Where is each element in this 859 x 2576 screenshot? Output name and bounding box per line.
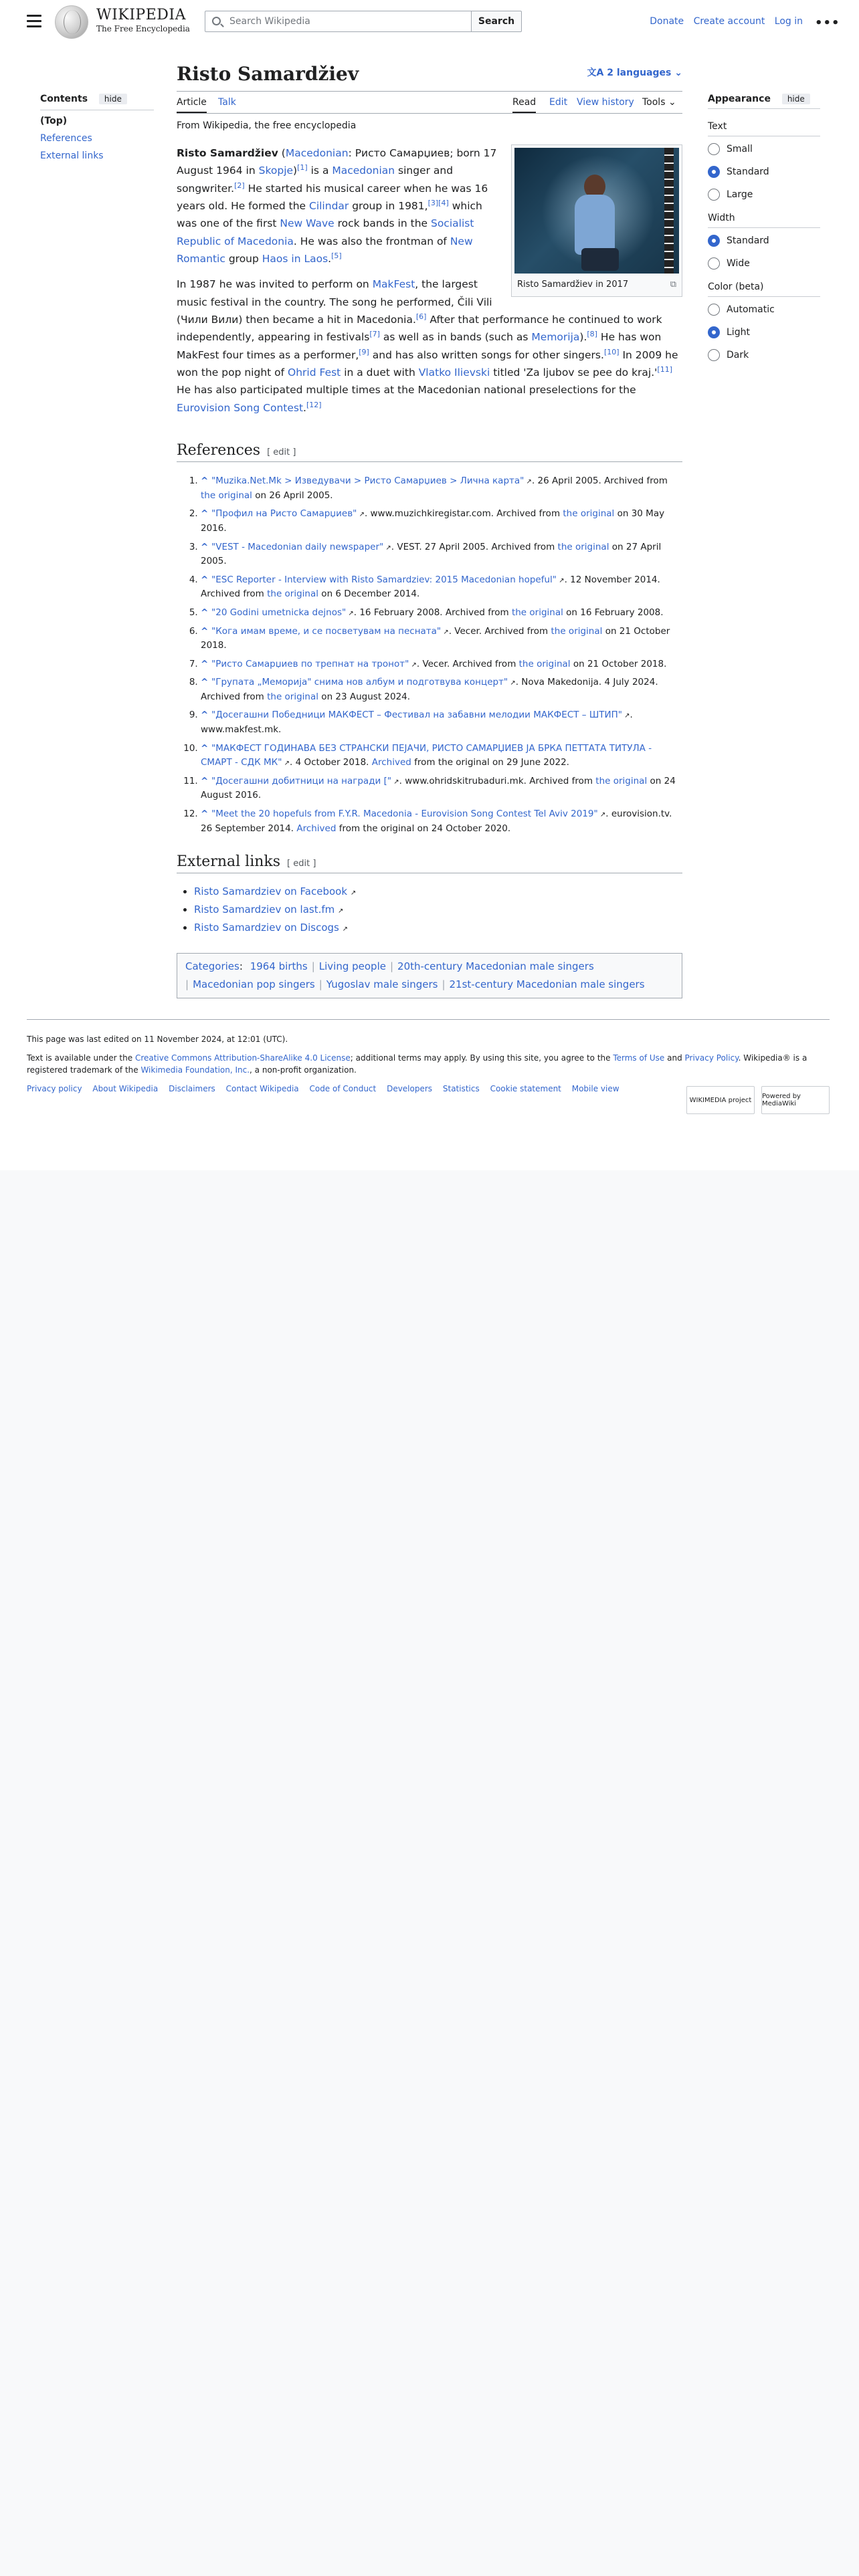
- category-link[interactable]: Macedonian pop singers: [193, 978, 315, 991]
- link-new-romantic[interactable]: New Romantic: [177, 235, 473, 265]
- language-count: 2 languages: [607, 68, 672, 78]
- chevron-down-icon: ⌄: [674, 68, 682, 78]
- link-ohrid-fest[interactable]: Ohrid Fest: [288, 366, 341, 379]
- license-text: [27, 1052, 830, 1076]
- footer-link-about[interactable]: About Wikipedia: [92, 1084, 159, 1093]
- ref-2[interactable]: [2]: [234, 181, 245, 190]
- text-size-section: [708, 121, 820, 201]
- reference-title-link[interactable]: "Групата „Меморија" снима нов албум и подготвува концерт": [211, 677, 508, 688]
- text: , a non-profit organization.: [250, 1065, 357, 1075]
- external-link-icon: ↗: [391, 778, 399, 786]
- reference-text: on 21 October 2018.: [201, 625, 670, 651]
- link-sr-macedonia[interactable]: Socialist Republic of Macedonia: [177, 217, 474, 247]
- tab-article[interactable]: Article: [177, 97, 207, 113]
- link-new-wave[interactable]: New Wave: [280, 217, 335, 230]
- option-label: Wide: [727, 258, 750, 269]
- wikimedia-project-badge[interactable]: WIKIMEDIA project: [686, 1086, 755, 1114]
- external-link-icon: ↗: [342, 926, 349, 934]
- language-button[interactable]: [587, 66, 682, 79]
- category-link[interactable]: 1964 births: [250, 960, 308, 973]
- backlink-caret[interactable]: ^: [201, 742, 212, 754]
- ref-12[interactable]: [12]: [306, 400, 322, 409]
- width-section: [708, 213, 820, 270]
- backlink-caret[interactable]: ^: [201, 475, 212, 487]
- terms-link[interactable]: Terms of Use: [613, 1053, 665, 1063]
- reference-title-link[interactable]: "Профил на Ристо Самарџиев": [211, 508, 357, 520]
- edit-external-links-link[interactable]: [ edit ]: [287, 859, 316, 869]
- table-of-contents: [40, 94, 154, 168]
- color-option-automatic[interactable]: [708, 304, 820, 316]
- option-label: Dark: [727, 350, 749, 360]
- category-link[interactable]: Living people: [318, 960, 386, 973]
- header: [0, 0, 859, 44]
- singer-photo[interactable]: [514, 148, 679, 274]
- ref-10[interactable]: [10]: [603, 347, 619, 356]
- text-option-large[interactable]: [708, 189, 820, 201]
- archive-link[interactable]: Archived: [296, 823, 337, 834]
- toc-item-top[interactable]: (Top): [40, 116, 68, 126]
- text-size-label: Text: [708, 121, 727, 132]
- footer-link-privacy-policy[interactable]: Privacy policy: [27, 1084, 82, 1093]
- external-link-facebook[interactable]: Risto Samardziev on Facebook: [194, 885, 348, 898]
- tab-view-history[interactable]: View history: [577, 97, 634, 108]
- divider: [708, 227, 820, 228]
- text: Text is available under the: [27, 1053, 135, 1063]
- subject-name: Risto Samardžiev: [177, 147, 278, 159]
- reference-text: on 16 February 2008.: [563, 607, 664, 618]
- reference-text: on 21 October 2018.: [570, 658, 667, 669]
- tools-label: Tools: [642, 97, 666, 108]
- external-link-icon: ↗: [357, 511, 365, 519]
- lead-paragraph: Risto Samardžiev (Macedonian: Ристо Самарџиев; born 17 August 1964 in Skopje)[1] is a Macedonian singer and songwriter.[2] He started his musical career when he was 16 years old. He formed the Cilindar group in 1981,[3][4] which was one of the first New Wave rock bands in the Socialist Republic of Macedonia. He was also the frontman of New Romantic group Haos in Laos.[5]: [177, 147, 497, 265]
- appearance-panel: [708, 94, 820, 372]
- ref-8[interactable]: [8]: [587, 330, 597, 339]
- reference-text: on 6 December 2014.: [318, 588, 420, 600]
- category-link[interactable]: 20th-century Macedonian male singers: [397, 960, 594, 973]
- divider: [708, 296, 820, 297]
- text: ; additional terms may apply. By using this site, you agree to the: [350, 1053, 613, 1063]
- reference-title-link[interactable]: "Досегашни Победници МАКФЕСТ – Фестивал на забавни мелодии МАКФЕСТ – ШТИП": [211, 710, 622, 721]
- toc-link-external-links[interactable]: External links: [40, 150, 104, 161]
- main-menu-icon[interactable]: [27, 15, 41, 27]
- text: . Wikipedia® is a registered trademark of the: [27, 1053, 807, 1075]
- color-option-dark[interactable]: [708, 349, 820, 361]
- radio-button[interactable]: [708, 349, 720, 361]
- list-item: [194, 901, 682, 919]
- reference-text: . Nova Makedonija. 4 July 2024. Archived from: [201, 677, 658, 702]
- text: He has also participated multiple times at the Macedonian national preselections for the: [177, 384, 636, 397]
- text: is a: [307, 165, 332, 177]
- text: ).: [579, 331, 587, 344]
- text: . He was also the frontman of: [293, 235, 450, 247]
- color-label: Color (beta): [708, 282, 764, 292]
- archive-link[interactable]: the original: [267, 588, 319, 600]
- license-link[interactable]: Creative Commons Attribution-ShareAlike 4.0 License: [134, 1053, 351, 1063]
- reference-item: [201, 675, 682, 704]
- option-label: Small: [727, 144, 753, 154]
- article-body: [177, 144, 682, 425]
- text-option-small[interactable]: [708, 143, 820, 155]
- reference-text: on 24 August 2016.: [201, 775, 676, 801]
- link-vlatko-ilievski[interactable]: Vlatko Ilievski: [418, 366, 490, 379]
- text: in a duet with: [341, 366, 419, 379]
- text: , the largest music festival in the country. The song he performed, Čili Vili (Чили Вили) then became a hit in Macedonia.: [177, 278, 492, 326]
- reference-text: on 30 May 2016.: [201, 508, 665, 534]
- external-link-icon: ↗: [282, 760, 290, 768]
- reference-text: . eurovision.tv. 26 September 2014.: [201, 809, 672, 834]
- external-links-title: External links: [177, 853, 281, 871]
- archive-link[interactable]: the original: [511, 607, 563, 618]
- reference-title-link[interactable]: "20 Godini umetnicka dejnos": [211, 607, 347, 618]
- reference-text: . Vecer. Archived from: [416, 658, 519, 669]
- text: In 2009 he won the pop night of: [177, 348, 678, 379]
- external-link-icon: ↗: [557, 576, 565, 584]
- appearance-hide-button[interactable]: hide: [782, 94, 810, 104]
- foundation-link[interactable]: Wikimedia Foundation, Inc.: [140, 1065, 250, 1075]
- archive-link[interactable]: the original: [563, 508, 615, 520]
- link-memorija[interactable]: Memorija: [531, 331, 580, 344]
- radio-button-selected[interactable]: [708, 235, 720, 247]
- toc-item-external-links[interactable]: [40, 150, 154, 161]
- toc-item-references[interactable]: [40, 133, 154, 144]
- toc-link-references[interactable]: References: [40, 133, 92, 144]
- backlink-caret[interactable]: ^: [201, 710, 212, 721]
- archive-link[interactable]: Archived: [371, 757, 411, 768]
- appearance-divider: [708, 108, 820, 109]
- text: titled 'Za ljubov se pee do kraj.': [490, 366, 658, 379]
- reference-text: . 16 February 2008. Archived from: [353, 607, 512, 618]
- link-skopje[interactable]: Skopje: [258, 165, 294, 177]
- external-link-icon: ↗: [622, 712, 630, 720]
- tab-talk[interactable]: Talk: [218, 97, 236, 108]
- reference-item: [201, 540, 682, 569]
- list-item: [194, 919, 682, 937]
- powered-by-mediawiki-badge[interactable]: Powered by MediaWiki: [761, 1086, 830, 1114]
- text: In 1987 he was invited to perform on: [177, 278, 373, 291]
- enlarge-icon[interactable]: ⧉: [670, 280, 676, 290]
- tools-menu[interactable]: [642, 97, 676, 108]
- option-label: Standard: [727, 167, 769, 177]
- reference-title-link[interactable]: "Кога имам време, и се посветувам на песната": [211, 625, 442, 637]
- ref-1[interactable]: [1]: [297, 163, 308, 173]
- radio-button-selected[interactable]: [708, 326, 720, 338]
- reference-title-link[interactable]: "ESC Reporter - Interview with Risto Samardziev: 2015 Macedonian hopeful": [211, 574, 557, 585]
- reference-text: . www.ohridskitrubaduri.mk. Archived from: [399, 775, 596, 786]
- text: After that performance he continued to work independently, appearing in festivals: [177, 314, 662, 344]
- external-link-icon: ↗: [597, 811, 606, 819]
- toc-title: Contents: [40, 94, 88, 104]
- text: rock bands in the: [334, 217, 431, 230]
- login-link[interactable]: Log in: [774, 16, 803, 27]
- tabs-divider: [177, 113, 682, 114]
- category-link[interactable]: Yugoslav male singers: [326, 978, 438, 991]
- backlink-caret[interactable]: ^: [201, 508, 212, 520]
- external-link-icon: ↗: [383, 544, 391, 552]
- text: He has won MakFest four times as a performer,: [177, 331, 662, 361]
- link-haos-in-laos[interactable]: Haos in Laos: [262, 253, 328, 265]
- radio-button-selected[interactable]: [708, 166, 720, 178]
- reference-title-link[interactable]: "Досегашни добитници на награди [": [211, 775, 392, 786]
- reference-text: from the original on 24 October 2020.: [336, 823, 511, 834]
- infobox-image: [511, 144, 682, 297]
- width-option-wide[interactable]: [708, 257, 820, 270]
- image-caption: [514, 274, 679, 294]
- reference-item: [201, 657, 682, 672]
- backlink-caret[interactable]: ^: [201, 809, 212, 820]
- ref-11[interactable]: [11]: [657, 364, 673, 374]
- create-account-link[interactable]: Create account: [693, 16, 765, 27]
- reference-title-link[interactable]: "МАКФЕСТ ГОДИНАВА БЕЗ СТРАНСКИ ПЕЈАЧИ, РИСТО САМАРЏИЕВ ЈА БРКА ПЕТТАТА ТИТУЛА - СМАРТ - СДК МК": [201, 742, 652, 768]
- logo-wordmark[interactable]: WIKIPEDIA: [96, 7, 187, 23]
- search-icon: [212, 17, 221, 25]
- search-input[interactable]: [228, 14, 462, 29]
- ref-6[interactable]: [6]: [415, 312, 427, 321]
- width-label: Width: [708, 213, 735, 223]
- translate-icon: 文A: [587, 68, 607, 78]
- text: group: [225, 253, 262, 265]
- category-link[interactable]: 21st-century Macedonian male singers: [449, 978, 645, 991]
- option-label: Large: [727, 189, 753, 200]
- search-button[interactable]: Search: [471, 11, 522, 32]
- external-link-icon: ↗: [441, 628, 449, 636]
- reference-item: [201, 625, 682, 653]
- ref-3-4[interactable]: [3][4]: [427, 198, 449, 207]
- reference-title-link[interactable]: "VEST - Macedonian daily newspaper": [211, 541, 384, 552]
- reference-item: [201, 573, 682, 602]
- width-option-standard[interactable]: [708, 235, 820, 247]
- text: group in 1981,: [349, 200, 428, 213]
- title-bar: [177, 60, 682, 87]
- reference-text: . 4 October 2018.: [290, 757, 372, 768]
- color-section: [708, 282, 820, 361]
- text: .: [328, 253, 332, 265]
- references-heading: [177, 442, 682, 462]
- backlink-caret[interactable]: ^: [201, 677, 212, 688]
- color-option-light[interactable]: [708, 326, 820, 338]
- toc-hide-button[interactable]: hide: [99, 94, 127, 104]
- footer-link-statistics[interactable]: Statistics: [442, 1084, 480, 1093]
- external-link-icon: ↗: [508, 679, 516, 687]
- option-label: Automatic: [727, 304, 775, 315]
- ref-9[interactable]: [9]: [359, 347, 369, 356]
- footer-link-code-of-conduct[interactable]: Code of Conduct: [309, 1084, 377, 1093]
- appearance-header: [708, 94, 820, 104]
- text-option-standard[interactable]: [708, 166, 820, 178]
- external-link-icon: ↗: [409, 661, 417, 669]
- search-box: [205, 11, 472, 32]
- categories-label[interactable]: Categories: [185, 960, 240, 973]
- footer-link-contact[interactable]: Contact Wikipedia: [225, 1084, 299, 1093]
- donate-link[interactable]: Donate: [650, 16, 684, 27]
- external-links-heading: [177, 853, 682, 873]
- archive-link[interactable]: the original: [557, 541, 609, 552]
- logo-tagline: The Free Encyclopedia: [96, 24, 190, 33]
- link-eurovision[interactable]: Eurovision Song Contest: [177, 401, 304, 414]
- backlink-caret[interactable]: ^: [201, 775, 212, 786]
- ref-7[interactable]: [7]: [369, 330, 380, 339]
- text: singer and songwriter.: [177, 165, 454, 195]
- external-link-discogs[interactable]: Risto Samardziev on Discogs: [194, 922, 339, 934]
- caption-text: Risto Samardžiev in 2017: [517, 280, 629, 290]
- main-content: [177, 60, 682, 998]
- footer-link-developers[interactable]: Developers: [387, 1084, 433, 1093]
- reference-item: [201, 742, 682, 770]
- footer-link-disclaimers[interactable]: Disclaimers: [169, 1084, 215, 1093]
- reference-text: . 12 November 2014. Archived from: [201, 574, 660, 600]
- page-title: Risto Samardžiev: [177, 63, 359, 85]
- archive-link[interactable]: the original: [201, 490, 252, 501]
- external-link-icon: ↗: [346, 609, 354, 617]
- link-makfest[interactable]: MakFest: [372, 278, 415, 291]
- reference-item: [201, 708, 682, 737]
- backlink-caret[interactable]: ^: [201, 541, 212, 552]
- footer: [27, 1019, 830, 1107]
- backlink-caret[interactable]: ^: [201, 607, 212, 618]
- radio-button[interactable]: [708, 189, 720, 201]
- reference-text: on 26 April 2005.: [252, 490, 333, 501]
- reference-text: . www.makfest.mk.: [201, 710, 633, 736]
- ref-5[interactable]: [5]: [331, 251, 342, 260]
- tab-edit[interactable]: Edit: [549, 97, 568, 108]
- backlink-caret[interactable]: ^: [201, 625, 212, 637]
- archive-link[interactable]: the original: [551, 625, 603, 637]
- references-list: [177, 474, 682, 836]
- text: : Ристо Самарџиев; born 17 August 1964 in: [177, 147, 497, 177]
- text: (: [278, 147, 286, 159]
- privacy-link[interactable]: Privacy Policy: [684, 1053, 739, 1063]
- toc-header: [40, 94, 154, 104]
- footer-divider: [27, 1019, 830, 1020]
- reference-text: on 27 April 2005.: [201, 541, 662, 567]
- text: and has also written songs for other singers.: [369, 348, 604, 361]
- references-title: References: [177, 442, 261, 459]
- radio-button[interactable]: [708, 257, 720, 270]
- reference-text: . VEST. 27 April 2005. Archived from: [391, 541, 558, 552]
- external-link-icon: ↗: [350, 889, 357, 897]
- reference-item: [201, 807, 682, 836]
- text: as well as in bands (such as: [379, 331, 532, 344]
- reference-title-link[interactable]: "Ристо Самарџиев по трепнат на тронот": [211, 658, 409, 669]
- personal-tools: [643, 16, 803, 27]
- chevron-down-icon: ⌄: [668, 97, 676, 108]
- reference-title-link[interactable]: "Muzika.Net.Mk > Изведувачи > Ристо Самарџиев > Лична карта": [211, 475, 524, 487]
- option-label: Standard: [727, 235, 769, 246]
- reference-item: [201, 774, 682, 803]
- backlink-caret[interactable]: ^: [201, 658, 212, 669]
- text: He started his musical career when he was 16 years old. He formed the: [177, 182, 488, 213]
- footer-link-cookie-statement[interactable]: Cookie statement: [490, 1084, 561, 1093]
- radio-button[interactable]: [708, 143, 720, 155]
- archive-link[interactable]: the original: [595, 775, 648, 786]
- external-link-icon: ↗: [338, 907, 344, 916]
- page-tabs: [177, 92, 682, 113]
- tab-read[interactable]: Read: [512, 97, 536, 113]
- wikipedia-globe-logo[interactable]: [55, 5, 88, 39]
- reference-item: [201, 474, 682, 503]
- categories-box: Categories: 1964 births | Living people | 20th-century Macedonian male singers | Macedonian pop singers | Yugoslav male singers | 21st-century Macedonian male singers: [177, 953, 682, 998]
- reference-text: on 23 August 2024.: [318, 691, 411, 702]
- link-cilindar[interactable]: Cilindar: [309, 200, 349, 213]
- link-macedonian-language[interactable]: Macedonian: [285, 147, 349, 159]
- external-link-icon: ↗: [524, 478, 532, 486]
- reference-item: [201, 507, 682, 536]
- edit-references-link[interactable]: [ edit ]: [267, 447, 296, 458]
- radio-button[interactable]: [708, 304, 720, 316]
- archive-link[interactable]: the original: [267, 691, 319, 702]
- reference-text: . www.muzichkiregistar.com. Archived from: [364, 508, 563, 520]
- text: and: [664, 1053, 685, 1063]
- list-item: [194, 883, 682, 901]
- external-link-lastfm[interactable]: Risto Samardziev on last.fm: [194, 903, 335, 916]
- reference-title-link[interactable]: "Meet the 20 hopefuls from F.Y.R. Macedonia - Eurovision Song Contest Tel Aviv 2019": [211, 809, 598, 820]
- more-options-icon[interactable]: •••: [815, 16, 840, 30]
- reference-text: from the original on 29 June 2022.: [411, 757, 569, 768]
- reference-text: . 26 April 2005. Archived from: [531, 475, 668, 487]
- text: which was one of the first: [177, 200, 482, 230]
- archive-link[interactable]: the original: [518, 658, 571, 669]
- reference-text: . Vecer. Archived from: [448, 625, 551, 637]
- reference-item: [201, 606, 682, 621]
- link-macedonian[interactable]: Macedonian: [332, 165, 395, 177]
- text: .: [303, 401, 306, 414]
- appearance-title: Appearance: [708, 94, 771, 104]
- external-links-list: [177, 883, 682, 937]
- footer-link-mobile-view[interactable]: Mobile view: [571, 1084, 619, 1093]
- last-edited: This page was last edited on 11 November 2024, at 12:01 (UTC).: [27, 1035, 288, 1044]
- backlink-caret[interactable]: ^: [201, 574, 212, 585]
- site-subtitle: From Wikipedia, the free encyclopedia: [177, 120, 357, 131]
- option-label: Light: [727, 327, 750, 338]
